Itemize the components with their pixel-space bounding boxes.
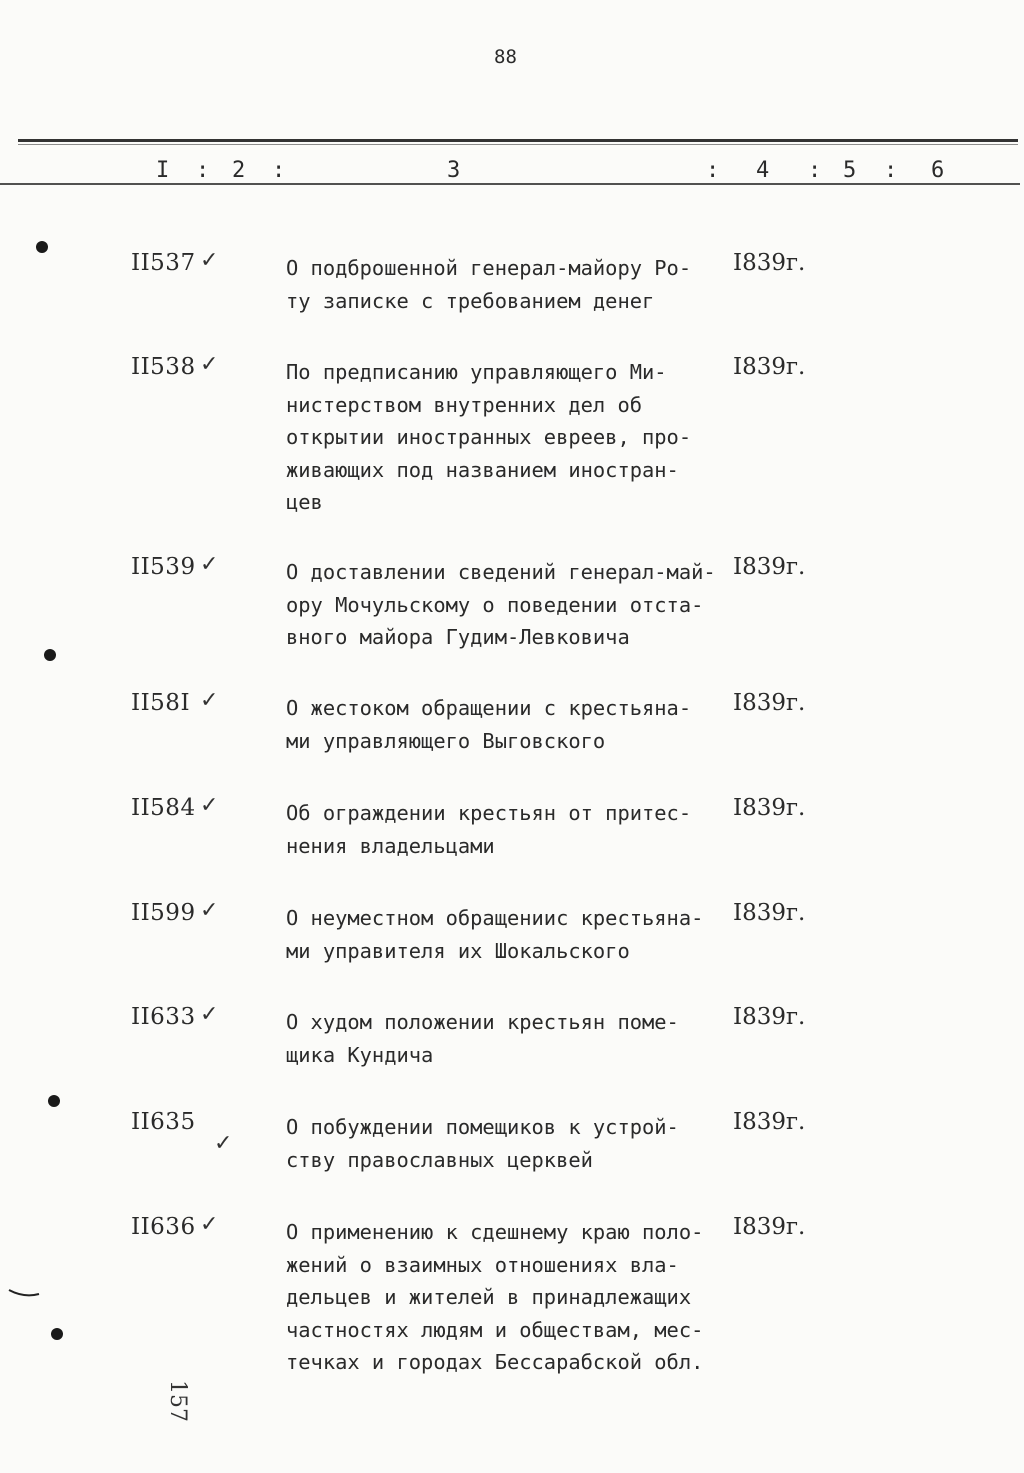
check-mark-icon: ✓ (200, 688, 219, 713)
entry-title: О подброшенной генерал-майору Ро- ту записке с требованием денег (286, 256, 692, 313)
header-top-rule (18, 139, 1018, 142)
entry-number: II635 (131, 1109, 196, 1135)
pen-stroke-icon (8, 1288, 40, 1298)
entry-title: О худом положении крестьян поме- щика Кундича (286, 1010, 679, 1067)
entry-number: II599 (131, 900, 196, 926)
column-header-1: I (156, 158, 170, 183)
column-separator: : (884, 158, 898, 183)
entry-number: II539 (131, 554, 196, 580)
column-header-5: 5 (843, 158, 857, 183)
entry-year: I839г. (733, 1214, 806, 1240)
check-mark-icon: ✓ (200, 1002, 219, 1027)
entry-year: I839г. (733, 1109, 806, 1135)
entry-year: I839г. (733, 795, 806, 821)
column-header-2: 2 (232, 158, 246, 183)
entry-title: По предписанию управляющего Ми- нистерством внутренних дел об открытии иностранных евреев, про- живающих под названием иностран- цев (286, 360, 692, 514)
entry-year: I839г. (733, 250, 806, 276)
entry-title: Об ограждении крестьян от притес- нения владельцами (286, 801, 692, 858)
column-separator: : (706, 158, 720, 183)
entry-year: I839г. (733, 690, 806, 716)
check-mark-icon: ✓ (214, 1131, 233, 1156)
entry-year: I839г. (733, 900, 806, 926)
entry-title: О побуждении помещиков к устрой- ству православных церквей (286, 1115, 679, 1172)
column-header-3: 3 (447, 158, 461, 183)
binder-hole-icon (44, 649, 56, 661)
entry-title: О жестоком обращении с крестьяна- ми управляющего Выговского (286, 696, 692, 753)
page-number: 88 (494, 46, 517, 68)
check-mark-icon: ✓ (200, 248, 219, 273)
column-header-4: 4 (756, 158, 770, 183)
binder-hole-icon (48, 1095, 60, 1107)
entry-number: II636 (131, 1214, 196, 1240)
entry-number: II584 (131, 795, 196, 821)
column-separator: : (272, 158, 286, 183)
check-mark-icon: ✓ (200, 793, 219, 818)
entry-number: II537 (131, 250, 196, 276)
check-mark-icon: ✓ (200, 552, 219, 577)
check-mark-icon: ✓ (200, 1212, 219, 1237)
entry-title: О доставлении сведений генерал-май- ору Мочульскому о поведении отста- вного майора Гудим-Левковича (286, 560, 716, 649)
header-bottom-rule (0, 183, 1020, 185)
margin-note: 157 (165, 1380, 190, 1422)
entry-title: О применению к сдешнему краю поло- жений о взаимных отношениях вла- дельцев и жителей в принадлежащих частностях людям и обществам, мес- течках и городах Бессарабской обл. (286, 1220, 704, 1374)
binder-hole-icon (36, 241, 48, 253)
header-top-rule-thin (18, 144, 1018, 145)
entry-title: О неуместном обращениис крестьяна- ми управителя их Шокальского (286, 906, 704, 963)
check-mark-icon: ✓ (200, 352, 219, 377)
entry-year: I839г. (733, 554, 806, 580)
column-header-6: 6 (931, 158, 945, 183)
check-mark-icon: ✓ (200, 898, 219, 923)
entry-number: II58I (131, 690, 191, 716)
entry-number: II633 (131, 1004, 196, 1030)
column-separator: : (196, 158, 210, 183)
binder-hole-icon (51, 1328, 63, 1340)
entry-year: I839г. (733, 354, 806, 380)
column-separator: : (808, 158, 822, 183)
entry-number: II538 (131, 354, 196, 380)
entry-year: I839г. (733, 1004, 806, 1030)
